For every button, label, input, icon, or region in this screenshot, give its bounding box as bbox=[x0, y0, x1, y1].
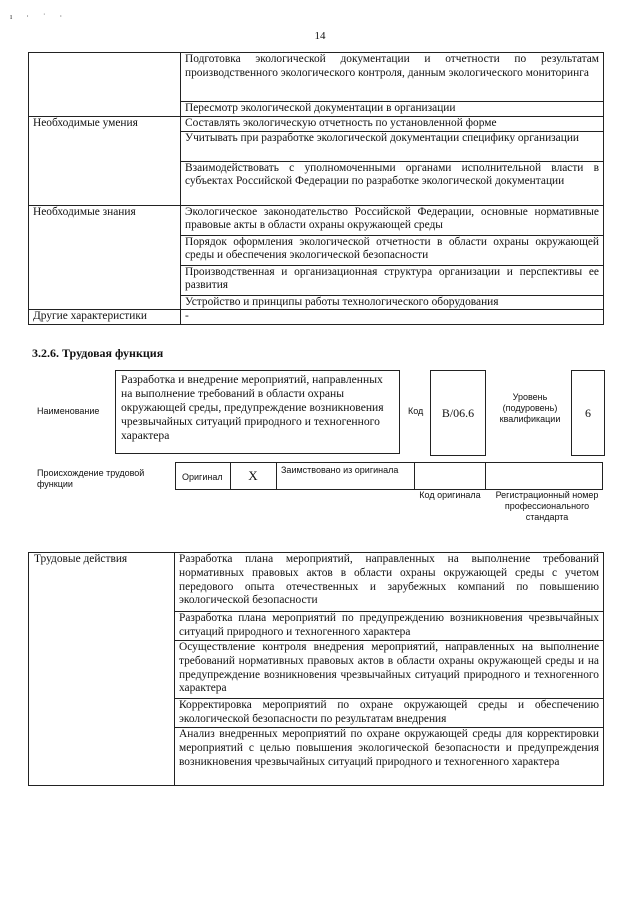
reg-number-caption: Регистрационный номер профессионального стандарта bbox=[495, 490, 599, 522]
origin-label: Происхождение трудовой функции bbox=[37, 468, 145, 489]
code-value: В/06.6 bbox=[441, 405, 475, 420]
table-row bbox=[29, 310, 604, 325]
row-label-other: Другие характеристики bbox=[29, 310, 181, 325]
skills-knowledge-table bbox=[28, 52, 604, 325]
name-label: Наименование bbox=[37, 406, 100, 416]
table-cell: Корректировка мероприятий по охране окружающей среды и обеспечению экологической безопасности по результатам внедрения bbox=[175, 699, 604, 728]
table-cell: Порядок оформления экологической отчетности в области охраны окружающей среды и обеспечения экологической безопасности bbox=[181, 235, 604, 265]
original-mark: X bbox=[248, 468, 258, 483]
table-cell: Взаимодействовать с уполномоченными органами исполнительной власти в субъектах Российской Федерации по разработке экологической документации bbox=[181, 161, 604, 205]
table-cell: Подготовка экологической документации и отчетности по результатам производственного экологического контроля, данным экологического мониторинга bbox=[181, 53, 604, 102]
row-label-knowledge: Необходимые знания bbox=[29, 205, 181, 310]
borrowed-cell bbox=[276, 462, 415, 490]
table-row bbox=[29, 116, 604, 131]
table-row bbox=[29, 53, 604, 102]
row-label bbox=[29, 53, 181, 117]
table-cell: Производственная и организационная структура организации и перспективы ее развития bbox=[181, 265, 604, 295]
code-box bbox=[430, 370, 486, 456]
table-cell: Экологическое законодательство Российской Федерации, основные нормативные правовые акты в области охраны окружающей среды bbox=[181, 205, 604, 235]
level-value: 6 bbox=[585, 405, 591, 420]
table-cell: Разработка плана мероприятий, направленных на выполнение требований нормативных правовых актов в области охраны окружающей среды с учетом передового опыта отечественных и зарубежных компаний по повышению экологической безопасности bbox=[175, 553, 604, 612]
original-mark-cell bbox=[230, 462, 277, 490]
table-cell: Разработка плана мероприятий по предупреждению возникновения чрезвычайных ситуаций природного и техногенного характера bbox=[175, 612, 604, 641]
section-title: 3.2.6. Трудовая функция bbox=[32, 346, 164, 360]
table-row bbox=[29, 553, 604, 612]
scan-marks: ı · ˙ · bbox=[10, 12, 69, 21]
table-cell: Пересмотр экологической документации в организации bbox=[181, 102, 604, 117]
code-original-cell bbox=[414, 462, 486, 490]
function-name-box bbox=[115, 370, 400, 454]
level-box bbox=[571, 370, 605, 456]
row-label-actions: Трудовые действия bbox=[29, 553, 175, 786]
table-cell: Осуществление контроля внедрения мероприятий, направленных на выполнение требований нормативных правовых актов в области охраны окружающей среды и на предупреждение возникновения чрезвычайных ситуаций природного и техногенного характера bbox=[175, 641, 604, 699]
code-label: Код bbox=[408, 406, 424, 416]
original-cell bbox=[175, 462, 231, 490]
table-cell: Составлять экологическую отчетность по установленной форме bbox=[181, 116, 604, 131]
function-name: Разработка и внедрение мероприятий, направленных на выполнение требований в области охраны окружающей среды, предупреждение возникновения чрезвычайных ситуаций природного и техногенного характера bbox=[121, 373, 384, 442]
origin-row bbox=[175, 462, 603, 490]
table-cell: Анализ внедренных мероприятий по охране окружающей среды для корректировки мероприятий с целью повышения экологической безопасности и предупреждения возникновения чрезвычайных ситуаций природного и техногенного характера bbox=[175, 728, 604, 786]
table-cell: Учитывать при разработке экологической документации специфику организации bbox=[181, 131, 604, 161]
table-row bbox=[29, 205, 604, 235]
page-number: 14 bbox=[314, 30, 326, 42]
table-cell: Устройство и принципы работы технологического оборудования bbox=[181, 295, 604, 310]
original-label: Оригинал bbox=[182, 472, 223, 482]
labour-actions-table bbox=[28, 552, 604, 786]
row-label-skills: Необходимые умения bbox=[29, 116, 181, 205]
reg-number-cell bbox=[485, 462, 603, 490]
borrowed-label: Заимствовано из оригинала bbox=[281, 465, 399, 475]
level-label: Уровень (подуровень) квалификации bbox=[499, 392, 561, 424]
table-cell: - bbox=[181, 310, 604, 325]
code-original-caption: Код оригинала bbox=[419, 490, 481, 500]
